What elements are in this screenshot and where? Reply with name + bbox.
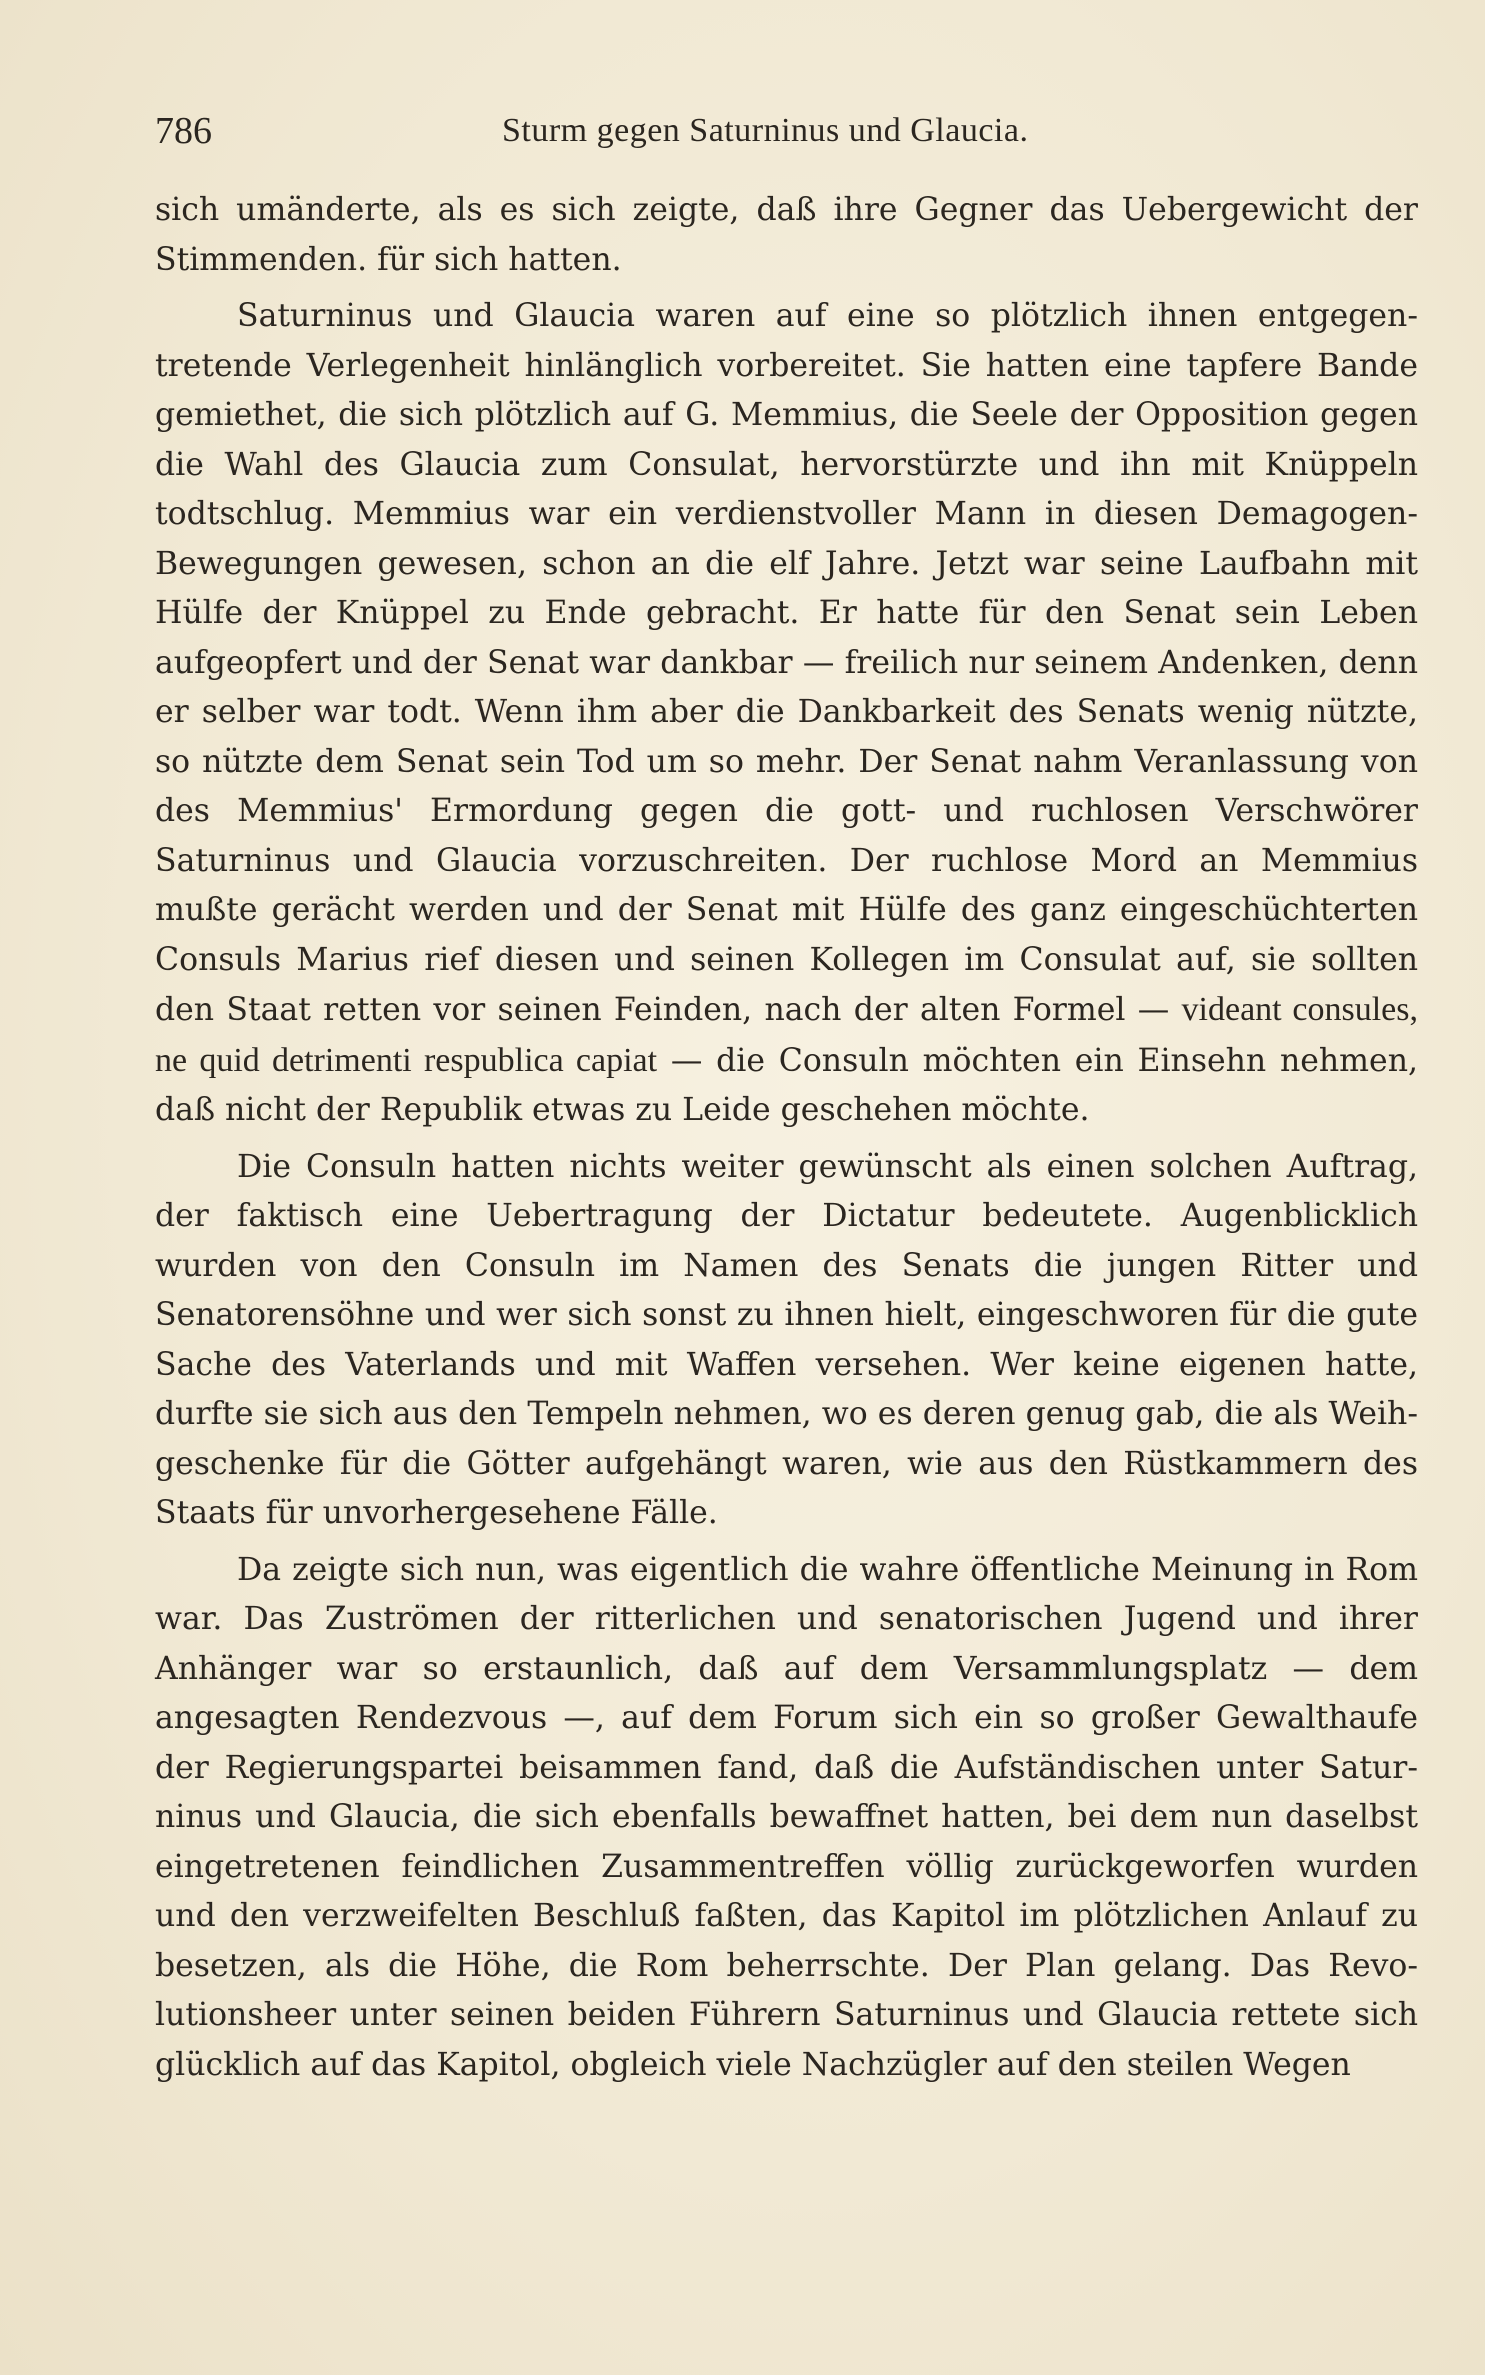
- body-text: [155, 186, 1418, 2097]
- paragraph-2-text: Saturninus und Glaucia waren auf eine so plötzlich ihnen entgegentretende Verlegenheit hinlänglich vorbereitet. Sie hatten eine tapfere Bande gemiethet, die sich plötzlich auf G. Memmius, die Seele der Opposition gegen die Wahl des Glaucia zum Consulat, hervorstürzte und ihn mit Knüppeln todtschlug. Memmius war ein verdienstvoller Mann in diesen Demagogen-Bewegungen gewesen, schon an die elf Jahre. Jetzt war seine Laufbahn mit Hülfe der Knüppel zu Ende gebracht. Er hatte für den Senat sein Leben aufgeopfert und der Senat war dankbar — freilich nur seinem Andenken, denn er selber war todt. Wenn ihm aber die Dankbarkeit des Senats wenig nützte, so nützte dem Senat sein Tod um so mehr. Der Senat nahm Veranlassung von des Memmius' Ermordung gegen die gott- und ruchlosen Verschwörer Saturninus und Glaucia vorzuschreiten. Der ruchlose Mord an Memmius mußte gerächt werden und der Senat mit Hülfe des ganz eingeschüchterten Consuls Marius rief diesen und seinen Kollegen im Consulat auf, sie sollten den Staat retten vor seinen Feinden, nach der alten Formel —: [155, 298, 1418, 1028]
- latin-formula: videant consules, ne quid detrimenti respublica capiat: [155, 991, 1419, 1079]
- paragraph-3-text: Die Consuln hatten nichts weiter gewünscht als einen solchen Auftrag, der faktisch eine Uebertragung der Dictatur bedeutete. Augenblicklich wurden von den Consuln im Namen des Senats die jungen Ritter und Senatorensöhne und wer sich sonst zu ihnen hielt, eingeschworen für die gute Sache des Vaterlands und mit Waffen versehen. Wer keine eigenen hatte, durfte sie sich aus den Tempeln nehmen, wo es deren genug gab, die als Weihgeschenke für die Götter aufgehängt waren, wie aus den Rüstkammern des Staats für unvorhergesehene Fälle.: [155, 1148, 1418, 1531]
- running-head: [155, 106, 1415, 156]
- running-title: Sturm gegen Saturninus und Glaucia.: [502, 112, 1029, 149]
- page-number: 786: [155, 110, 212, 152]
- paragraph-4-text: Da zeigte sich nun, was eigentlich die wahre öffentliche Meinung in Rom war. Das Zuströmen der ritterlichen und senatorischen Jugend und ihrer Anhänger war so erstaunlich, daß auf dem Versammlungsplatz — dem angesagten Rendezvous —, auf dem Forum sich ein so großer Gewalthaufe der Regierungspartei beisammen fand, daß die Aufständischen unter Saturninus und Glaucia, die sich ebenfalls bewaffnet hatten, bei dem nun daselbst eingetretenen feindlichen Zusammentreffen völlig zurückgeworfen wurden und den verzweifelten Beschluß faßten, das Kapitol im plötzlichen Anlauf zu besetzen, als die Höhe, die Rom beherrschte. Der Plan gelang. Das Revolutionsheer unter seinen beiden Führern Saturninus und Glaucia rettete sich glücklich auf das Kapitol, obgleich viele Nachzügler auf den steilen Wegen: [155, 1551, 1418, 2083]
- paragraph-1: [155, 186, 1418, 285]
- paragraph-4: [155, 1546, 1418, 2091]
- paragraph-3: [155, 1143, 1418, 1539]
- paragraph-1-text: sich umänderte, als es sich zeigte, daß ihre Gegner das Uebergewicht der Stimmenden. für sich hatten.: [155, 192, 1418, 278]
- paragraph-2-text-after: — die Consuln möchten ein Einsehn nehmen, daß nicht der Republik etwas zu Leide geschehen möchte.: [155, 1042, 1418, 1128]
- paragraph-2: [155, 292, 1418, 1136]
